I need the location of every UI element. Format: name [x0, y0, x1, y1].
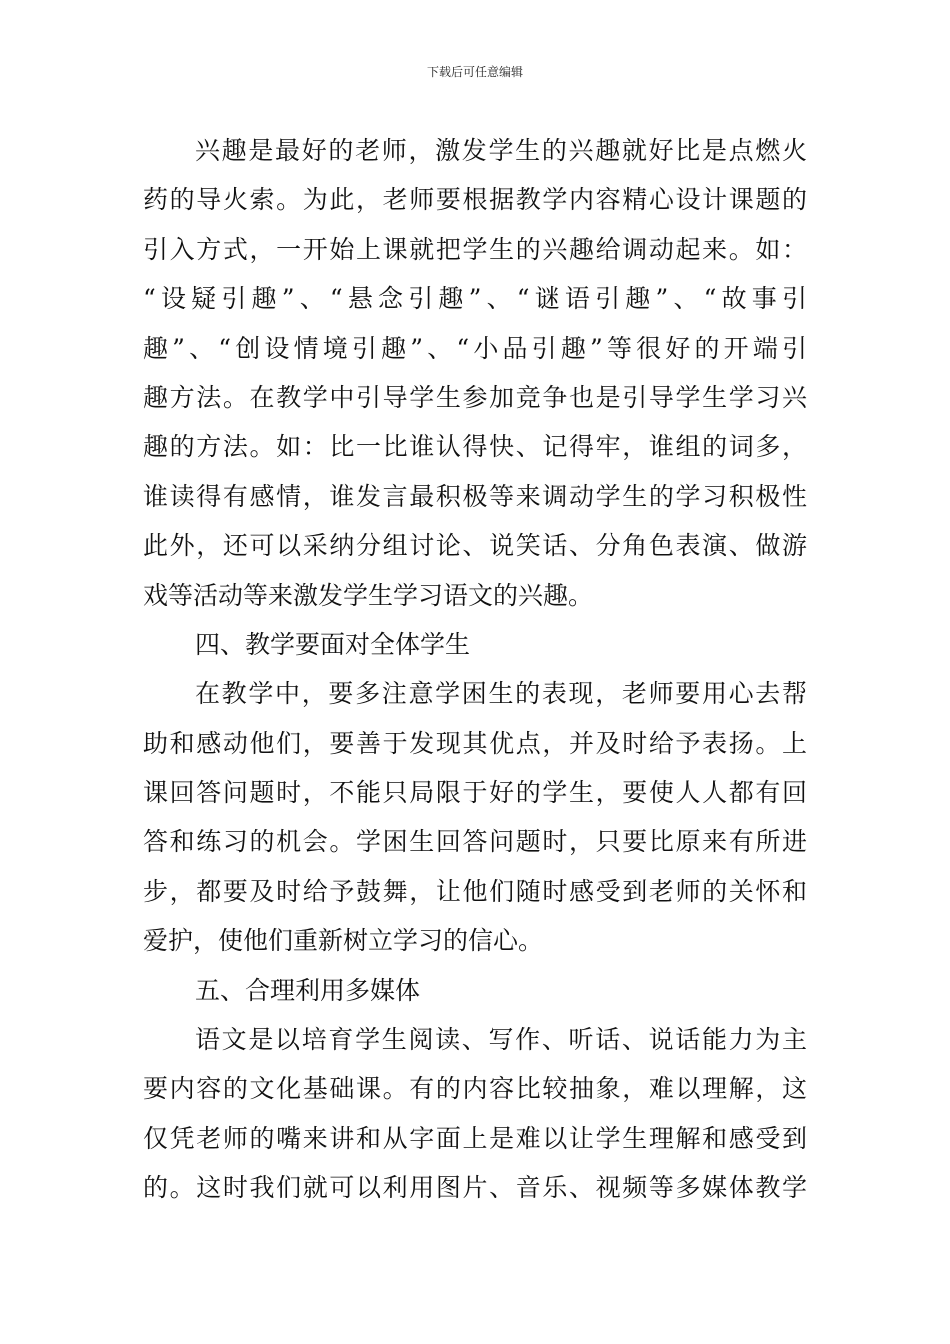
paragraph-line: 引入方式，一开始上课就把学生的兴趣给调动起来。如： — [143, 234, 807, 264]
paragraph-line: 趣方法。在教学中引导学生参加竞争也是引导学生学习兴 — [143, 382, 807, 412]
paragraph-line: 药的导火索。为此，老师要根据教学内容精心设计课题的 — [143, 185, 807, 215]
paragraph-line: 仅凭老师的嘴来讲和从字面上是难以让学生理解和感受到 — [143, 1123, 807, 1153]
page-header-note: 下载后可任意编辑 — [426, 65, 523, 79]
paragraph-line: 兴趣是最好的老师，激发学生的兴趣就好比是点燃火 — [195, 136, 807, 165]
paragraph-line: 语文是以培育学生阅读、写作、听话、说话能力为主 — [195, 1025, 807, 1055]
paragraph-line: 课回答问题时，不能只局限于好的学生，要使人人都有回 — [143, 778, 807, 808]
paragraph-line: “设疑引趣”、“悬念引趣”、“谜语引趣”、“故事引 — [143, 284, 807, 314]
section-heading: 四、教学要面对全体学生 — [195, 629, 471, 659]
paragraph-line: 助和感动他们，要善于发现其优点，并及时给予表扬。上 — [143, 728, 807, 758]
paragraph-line: 趣的方法。如：比一比谁认得快、记得牢，谁组的词多， — [143, 432, 807, 462]
paragraph-line: 要内容的文化基础课。有的内容比较抽象，难以理解，这 — [143, 1074, 807, 1104]
paragraph-line: 谁读得有感情，谁发言最积极等来调动学生的学习积极性 — [143, 481, 807, 511]
paragraph-line: 的。这时我们就可以利用图片、音乐、视频等多媒体教学 — [143, 1173, 807, 1203]
paragraph-line: 爱护，使他们重新树立学习的信心。 — [143, 926, 544, 956]
paragraph-line: 此外，还可以采纳分组讨论、说笑话、分角色表演、做游 — [143, 531, 807, 561]
paragraph-line: 在教学中，要多注意学困生的表现，老师要用心去帮 — [195, 679, 807, 709]
paragraph-line: 趣”、“创设情境引趣”、“小品引趣”等很好的开端引 — [143, 333, 807, 363]
section-heading: 五、合理利用多媒体 — [195, 975, 421, 1005]
paragraph-line: 答和练习的机会。学困生回答问题时，只要比原来有所进 — [143, 827, 807, 857]
document-body — [143, 126, 807, 1213]
paragraph-line: 戏等活动等来激发学生学习语文的兴趣。 — [143, 580, 594, 610]
paragraph-line: 步，都要及时给予鼓舞，让他们随时感受到老师的关怀和 — [143, 876, 807, 906]
